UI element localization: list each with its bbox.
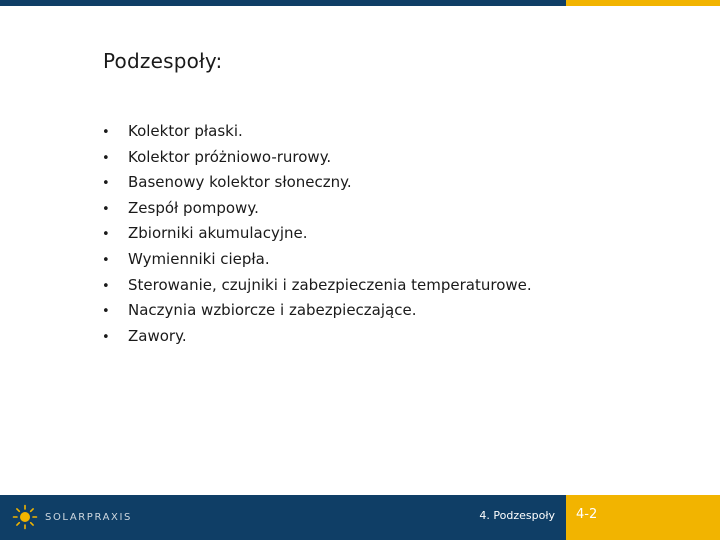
- list-item: [100, 301, 532, 327]
- bullet-text: Kolektor próżniowo-rurowy.: [128, 147, 332, 166]
- bullet-text: Naczynia wzbiorcze i zabezpieczające.: [128, 301, 417, 320]
- bullet-dot: •: [102, 227, 110, 243]
- list-item: [100, 250, 532, 276]
- list-item: [100, 276, 532, 302]
- bullet-dot: •: [102, 304, 110, 320]
- list-item: [100, 224, 532, 250]
- bullet-text: Basenowy kolektor słoneczny.: [128, 173, 352, 192]
- slide-title: Podzespoły:: [103, 49, 223, 73]
- bullet-dot: •: [102, 150, 110, 166]
- footer-bar: [0, 495, 720, 540]
- bullet-text: Wymienniki ciepła.: [128, 249, 270, 268]
- bullet-text: Zespół pompowy.: [128, 198, 259, 217]
- bullet-text: Sterowanie, czujniki i zabezpieczenia temperaturowe.: [128, 275, 532, 294]
- bullet-dot: •: [102, 252, 110, 268]
- bullet-dot: •: [102, 201, 110, 217]
- bullet-text: Kolektor płaski.: [128, 122, 243, 140]
- bullet-dot: •: [102, 125, 110, 140]
- page-number: 4-2: [576, 507, 598, 522]
- bullet-text: Zawory.: [128, 326, 187, 345]
- logo-wordmark: SOLARPRAXIS: [45, 511, 132, 523]
- top-accent-bar-yellow: [566, 0, 720, 6]
- solarpraxis-logo: [12, 504, 132, 530]
- sun-icon: [12, 504, 38, 530]
- list-item: [100, 148, 532, 174]
- top-accent-bar-blue: [0, 0, 566, 6]
- bullet-dot: •: [102, 329, 110, 345]
- list-item: [100, 122, 532, 148]
- bullet-dot: •: [102, 176, 110, 192]
- list-item: [100, 173, 532, 199]
- bullet-text: Zbiorniki akumulacyjne.: [128, 224, 308, 243]
- bullet-dot: •: [102, 278, 110, 294]
- list-item: [100, 327, 532, 353]
- bullet-list: [100, 122, 532, 352]
- list-item: [100, 199, 532, 225]
- footer-section-label: 4. Podzespoły: [479, 509, 555, 522]
